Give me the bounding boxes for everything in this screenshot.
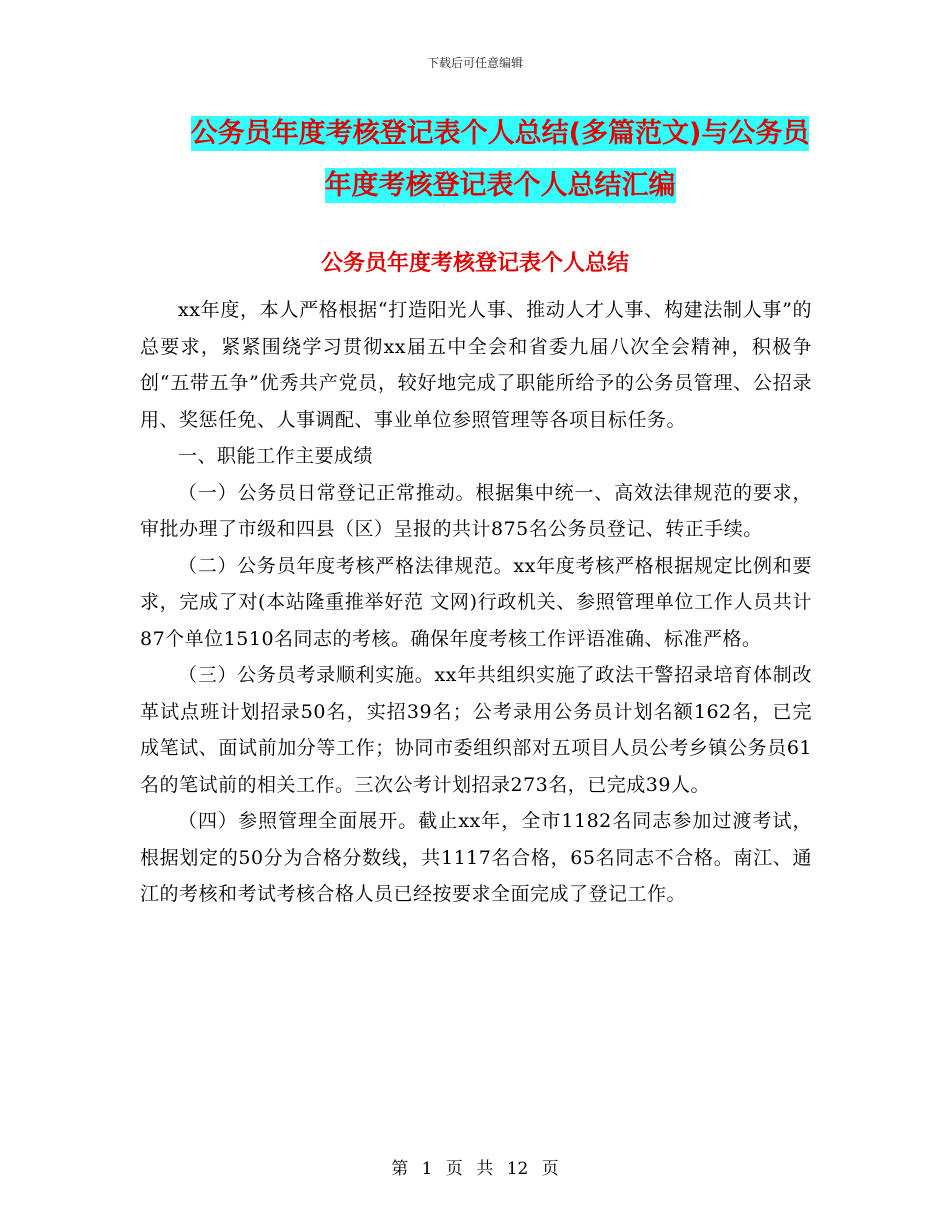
- document-title-line-2: 年度考核登记表个人总结汇编: [324, 170, 676, 201]
- document-title: [120, 108, 880, 212]
- paragraph-item-3: （三）公务员考录顺利实施。xx年共组织实施了政法干警招录培育体制改革试点班计划招录50名，实招39名；公考录用公务员计划名额162名，已完成笔试、面试前加分等工作；协同市委组织部对五项目人员公考乡镇公务员61名的笔试前的相关工作。三次公考计划招录273名，已完成39人。: [140, 664, 812, 796]
- paragraph-intro: xx年度，本人严格根据“打造阳光人事、推动人才人事、构建法制人事”的总要求，紧紧围绕学习贯彻xx届五中全会和省委九届八次全会精神，积极争创“五带五争”优秀共产党员，较好地完成了职能所给予的公务员管理、公招录用、奖惩任免、人事调配、事业单位参照管理等各项目标任务。: [140, 299, 812, 431]
- page-footer: [0, 1154, 950, 1179]
- header-note: 下载后可任意编辑: [426, 56, 523, 70]
- footer-prefix: 第: [391, 1159, 409, 1179]
- section-title: 公务员年度考核登记表个人总结: [320, 251, 629, 276]
- document-title-line-1: 公务员年度考核登记表个人总结(多篇范文)与公务员: [190, 118, 810, 149]
- footer-total-pages: 12: [506, 1159, 529, 1179]
- paragraph-item-2: （二）公务员年度考核严格法律规范。xx年度考核严格根据规定比例和要求，完成了对(本站隆重推举好范 文网)行政机关、参照管理单位工作人员共计87个单位1510名同志的考核。确保年度考核工作评语准确、标准严格。: [140, 554, 812, 650]
- section-heading: 一、职能工作主要成绩: [178, 445, 374, 467]
- body-text: [140, 292, 812, 913]
- paragraph-item-1: （一）公务员日常登记正常推动。根据集中统一、高效法律规范的要求，审批办理了市级和四县（区）呈报的共计875名公务员登记、转正手续。: [140, 481, 812, 540]
- paragraph-item-4: （四）参照管理全面展开。截止xx年，全市1182名同志参加过渡考试，根据划定的50分为合格分数线，共1117名合格，65名同志不合格。南江、通江的考核和考试考核合格人员已经按要求全面完成了登记工作。: [140, 810, 812, 905]
- footer-suffix: 页: [541, 1159, 559, 1179]
- footer-page-word: 页: [445, 1159, 463, 1179]
- footer-current-page: 1: [421, 1159, 433, 1179]
- footer-total-word: 共: [476, 1159, 494, 1179]
